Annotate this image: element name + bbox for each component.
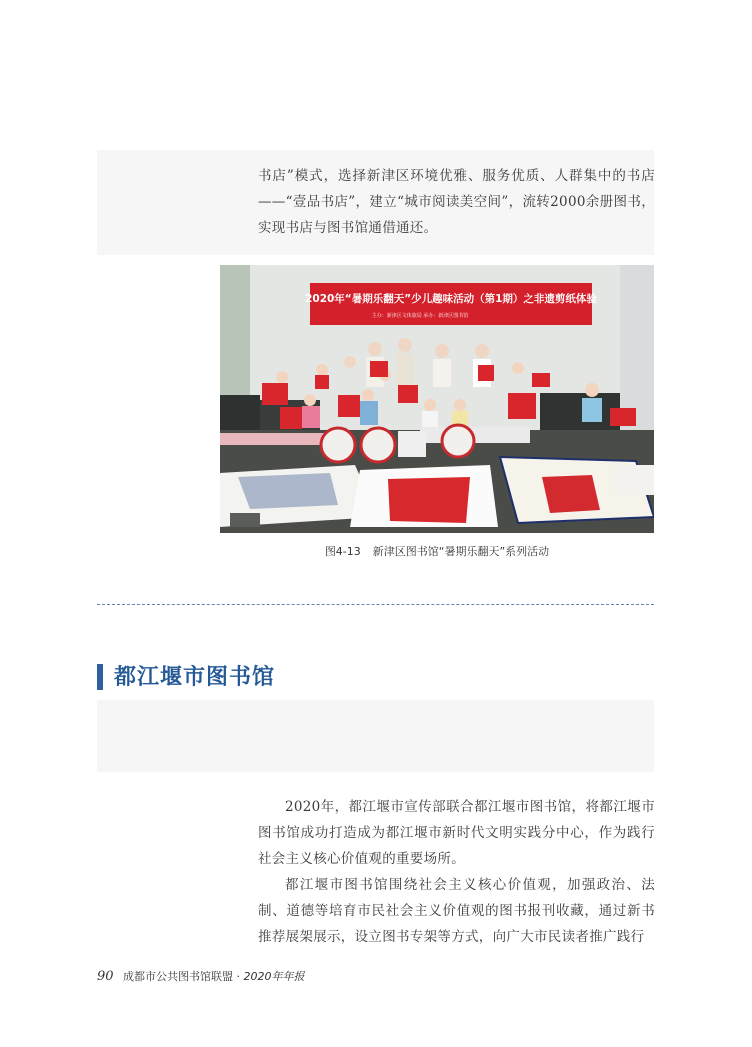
section-divider <box>97 604 654 605</box>
intro-paragraph: 书店”模式，选择新津区环境优雅、服务优质、人群集中的书店——“壹品书店”，建立“城市阅读美空间”，流转2000余册图书，实现书店与图书馆通借通还。 <box>258 168 655 236</box>
activity-photo <box>220 265 654 533</box>
section-body <box>258 794 655 950</box>
section-paragraph-1: 2020年，都江堰市宣传部联合都江堰市图书馆，将都江堰市图书馆成功打造成为都江堰市新时代文明实践分中心，作为践行社会主义核心价值观的重要场所。 <box>258 799 655 867</box>
banner-title: 2020年“暑期乐翻天”少儿趣味活动（第1期）之非遗剪纸体验 <box>305 293 597 305</box>
figure-caption <box>220 543 654 559</box>
page-number: 90 <box>97 969 114 984</box>
section-title-marker <box>97 664 103 690</box>
shade-band-middle <box>97 700 654 772</box>
page-footer <box>97 968 305 984</box>
figure-number: 图4-13 <box>324 545 361 558</box>
footer-separator: · <box>236 970 241 983</box>
footer-year-report: 2020年年报 <box>243 970 305 983</box>
section-title: 都江堰市图书馆 <box>114 665 276 690</box>
footer-publication: 成都市公共图书馆联盟 <box>123 970 234 983</box>
section-paragraph-2: 都江堰市图书馆围绕社会主义核心价值观，加强政治、法制、道德等培育市民社会主义价值观的图书报刊收藏，通过新书推荐展架展示，设立图书专架等方式，向广大市民读者推广践行 <box>258 877 655 945</box>
figure-title: 新津区图书馆“暑期乐翻天”系列活动 <box>372 545 550 558</box>
banner-subtitle: 主办：新津区文体旅局 承办：新津区图书馆 <box>371 313 469 319</box>
